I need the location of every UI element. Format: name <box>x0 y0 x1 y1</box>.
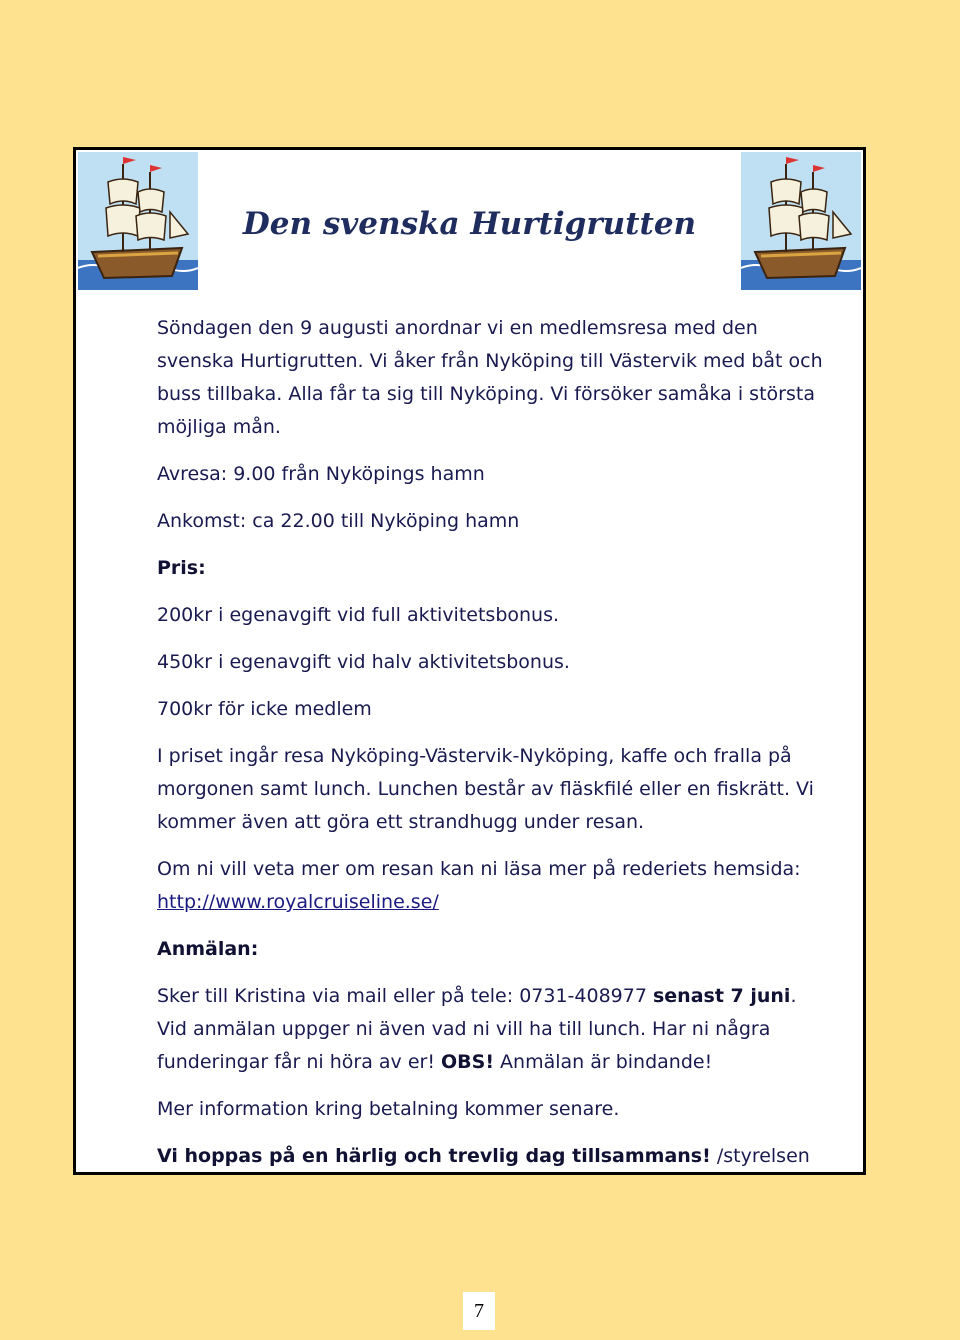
price-full-line: 200kr i egenavgift vid full aktivitetsbonus. <box>157 604 560 626</box>
closing-line <box>157 1140 823 1173</box>
arrival-line: Ankomst: ca 22.00 till Nyköping hamn <box>157 510 520 532</box>
obs-label: OBS! <box>441 1051 494 1073</box>
payment-info-line: Mer information kring betalning kommer senare. <box>157 1098 620 1120</box>
signup-text: Anmälan är bindande! <box>493 1051 713 1073</box>
price-nonmember-line: 700kr för icke medlem <box>157 698 372 720</box>
event-body <box>157 312 823 1175</box>
more-info-text: Om ni vill veta mer om resan kan ni läsa mer på rederiets hemsida: <box>157 858 801 880</box>
signup-heading: Anmälan: <box>157 938 259 960</box>
signature: /styrelsen <box>710 1145 810 1167</box>
signup-text: Sker till Kristina via mail eller på tele: 0731-408977 <box>157 985 653 1007</box>
signup-paragraph <box>157 980 823 1079</box>
website-link[interactable]: http://www.royalcruiseline.se/ <box>157 891 439 913</box>
departure-line: Avresa: 9.00 från Nyköpings hamn <box>157 463 485 485</box>
included-paragraph: I priset ingår resa Nyköping-Västervik-Nyköping, kaffe och fralla på morgonen samt lunch. Lunchen består av fläskfilé eller en fiskrätt. Vi kommer även att göra ett strandhugg under resan. <box>157 745 814 833</box>
page-number: 7 <box>463 1292 495 1330</box>
intro-paragraph: Söndagen den 9 augusti anordnar vi en medlemsresa med den svenska Hurtigrutten. Vi åker från Nyköping till Västervik med båt och buss tillbaka. Alla får ta sig till Nyköping. Vi försöker samåka i största möjliga mån. <box>157 317 823 438</box>
signup-text: . Vid anmälan uppger ni även vad ni vill ha till lunch. Har ni några funderingar får ni höra av er! <box>157 985 797 1073</box>
price-heading: Pris: <box>157 557 206 579</box>
event-card <box>73 147 866 1175</box>
closing-text: Vi hoppas på en härlig och trevlig dag tillsammans! <box>157 1145 711 1167</box>
page-title: Den svenska Hurtigrutten <box>242 206 697 242</box>
signup-deadline: senast 7 juni <box>652 985 791 1007</box>
price-half-line: 450kr i egenavgift vid halv aktivitetsbonus. <box>157 651 570 673</box>
more-info-paragraph <box>157 853 823 919</box>
